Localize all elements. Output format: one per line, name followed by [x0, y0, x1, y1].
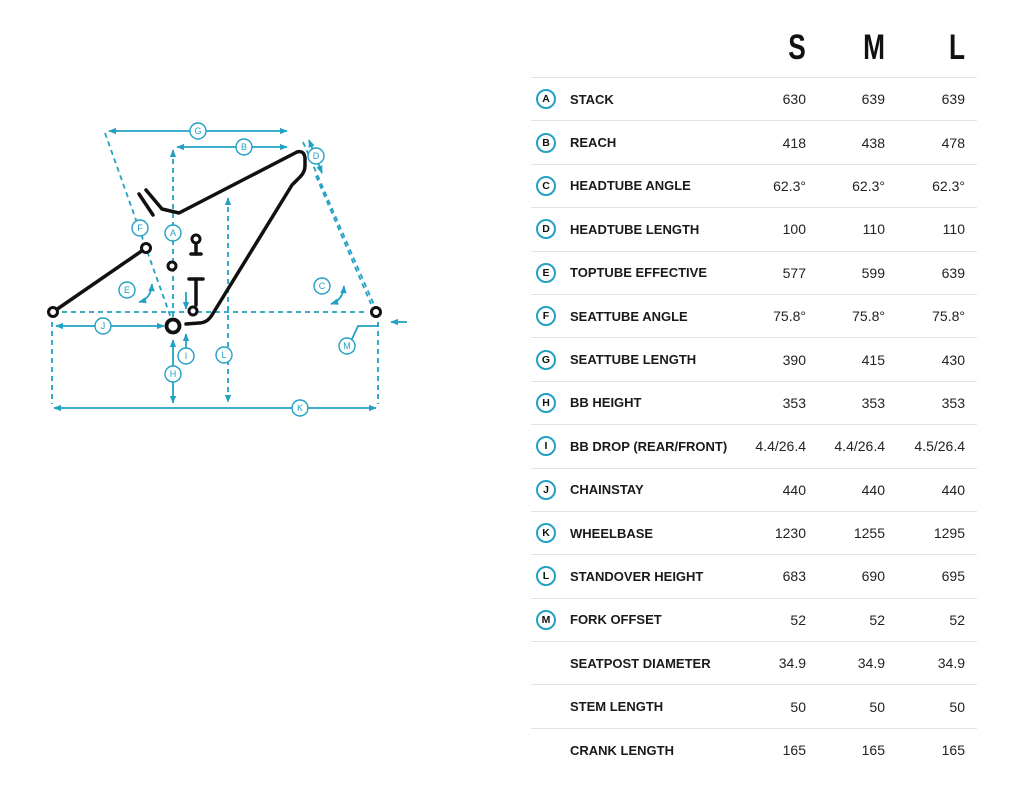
- lower-link-pivot: [189, 307, 197, 315]
- value-size-l: 639: [941, 91, 965, 108]
- value-size-l: 52: [949, 611, 965, 628]
- label-d: [308, 148, 324, 164]
- table-row: [531, 468, 977, 511]
- bottom-bracket: [167, 320, 180, 333]
- row-key-badge: M: [536, 610, 556, 630]
- label-m-text: M: [343, 341, 351, 352]
- value-size-m: 599: [861, 264, 885, 281]
- row-label: BB DROP (REAR/FRONT): [570, 438, 728, 454]
- label-e-text: E: [123, 285, 131, 296]
- label-b: [236, 139, 252, 155]
- value-size-m: 4.4/26.4: [834, 438, 885, 455]
- label-j: [95, 318, 111, 334]
- row-key-badge: K: [536, 523, 556, 543]
- row-label: SEATPOST DIAMETER: [570, 655, 711, 671]
- table-row: [531, 728, 977, 771]
- table-row: [531, 424, 977, 467]
- value-size-s: 62.3°: [773, 177, 806, 194]
- table-row: [531, 381, 977, 424]
- dim-m-line: [352, 326, 379, 339]
- row-label: CHAINSTAY: [570, 482, 644, 498]
- row-key-badge: L: [536, 566, 556, 586]
- value-size-l: 34.9: [937, 655, 965, 672]
- value-size-s: 4.4/26.4: [755, 438, 806, 455]
- value-size-l: 75.8°: [932, 308, 965, 325]
- seatstay: [53, 248, 146, 312]
- value-size-s: 100: [782, 221, 806, 238]
- value-size-l: 165: [941, 742, 965, 759]
- value-size-m: 438: [861, 134, 885, 151]
- label-l: [216, 347, 232, 363]
- label-c: [314, 278, 330, 294]
- top-tube: [146, 152, 297, 213]
- value-size-s: 34.9: [778, 655, 806, 672]
- table-row: [531, 294, 977, 337]
- value-size-m: 110: [862, 221, 885, 238]
- row-key-badge: J: [536, 480, 556, 500]
- label-i-text: I: [184, 351, 188, 362]
- seatstay-pivot: [142, 244, 151, 253]
- value-size-l: 695: [941, 568, 965, 585]
- row-label: BB HEIGHT: [570, 395, 642, 411]
- value-size-m: 34.9: [857, 655, 885, 672]
- row-key-badge: E: [536, 263, 556, 283]
- label-m: [339, 338, 355, 354]
- size-header: [531, 0, 977, 77]
- row-label: HEADTUBE LENGTH: [570, 221, 700, 237]
- row-label: FORK OFFSET: [570, 612, 662, 628]
- dim-c-arc: [331, 286, 344, 304]
- value-size-m: 639: [861, 91, 885, 108]
- value-size-m: 690: [861, 568, 885, 585]
- table-row: [531, 207, 977, 250]
- row-label: REACH: [570, 135, 617, 151]
- rocker-pivot: [168, 262, 176, 270]
- row-label: STEM LENGTH: [570, 699, 664, 715]
- value-size-l: 1295: [933, 525, 965, 542]
- value-size-s: 390: [782, 351, 806, 368]
- value-size-s: 75.8°: [773, 308, 806, 325]
- value-size-l: 430: [941, 351, 965, 368]
- value-size-s: 577: [782, 264, 806, 281]
- row-key-badge: B: [536, 133, 556, 153]
- table-row: [531, 511, 977, 554]
- row-label: SEATTUBE LENGTH: [570, 352, 697, 368]
- row-key-badge: A: [536, 89, 556, 109]
- size-l-heading: L: [948, 28, 966, 67]
- row-key-badge: C: [536, 176, 556, 196]
- value-size-l: 50: [949, 698, 965, 715]
- row-key-badge: F: [536, 306, 556, 326]
- table-row: [531, 554, 977, 597]
- label-f-text: F: [137, 223, 143, 234]
- label-f: [132, 220, 148, 236]
- table-row: [531, 337, 977, 380]
- label-h-text: H: [169, 369, 177, 380]
- dimension-labels: [95, 123, 355, 416]
- table-row: [531, 120, 977, 163]
- geometry-table: [531, 0, 977, 791]
- value-size-m: 165: [861, 742, 885, 759]
- label-k-text: K: [296, 403, 304, 414]
- label-a-text: A: [169, 228, 177, 239]
- value-size-l: 62.3°: [932, 177, 965, 194]
- table-row: [531, 684, 977, 727]
- dimension-lines: [52, 131, 407, 408]
- value-size-l: 4.5/26.4: [914, 438, 965, 455]
- front-axle: [372, 308, 381, 317]
- value-size-s: 165: [782, 742, 806, 759]
- value-size-m: 50: [869, 698, 885, 715]
- value-size-m: 1255: [853, 525, 885, 542]
- value-size-l: 639: [941, 264, 965, 281]
- table-row: [531, 641, 977, 684]
- label-d-text: D: [312, 151, 320, 162]
- table-row: [531, 598, 977, 641]
- value-size-l: 353: [941, 394, 965, 411]
- table-row: [531, 251, 977, 294]
- label-l-text: L: [221, 350, 227, 361]
- label-g-text: G: [194, 126, 202, 137]
- value-size-l: 110: [942, 221, 965, 238]
- geometry-diagram: [0, 0, 520, 440]
- label-k: [292, 400, 308, 416]
- value-size-s: 50: [790, 698, 806, 715]
- row-label: STANDOVER HEIGHT: [570, 568, 704, 584]
- label-e: [119, 282, 135, 298]
- value-size-m: 75.8°: [852, 308, 885, 325]
- row-key-badge: D: [536, 219, 556, 239]
- row-label: STACK: [570, 91, 614, 107]
- size-m-heading: M: [863, 28, 885, 67]
- table-row: [531, 164, 977, 207]
- value-size-l: 478: [941, 134, 965, 151]
- value-size-m: 353: [861, 394, 885, 411]
- shock-mount-eye: [192, 235, 200, 243]
- value-size-l: 440: [941, 481, 965, 498]
- row-key-badge: I: [536, 436, 556, 456]
- row-label: HEADTUBE ANGLE: [570, 178, 691, 194]
- label-a: [165, 225, 181, 241]
- value-size-m: 415: [861, 351, 885, 368]
- value-size-s: 353: [782, 394, 806, 411]
- value-size-s: 630: [782, 91, 806, 108]
- row-key-badge: G: [536, 350, 556, 370]
- value-size-s: 52: [790, 611, 806, 628]
- label-g: [190, 123, 206, 139]
- value-size-m: 52: [869, 611, 885, 628]
- value-size-s: 1230: [774, 525, 806, 542]
- label-b-text: B: [240, 142, 248, 153]
- label-i: [178, 348, 194, 364]
- row-label: SEATTUBE ANGLE: [570, 308, 688, 324]
- label-j-text: J: [100, 321, 106, 332]
- value-size-s: 683: [782, 568, 806, 585]
- spec-table-body: [531, 77, 977, 771]
- label-h: [165, 366, 181, 382]
- rear-axle: [49, 308, 58, 317]
- value-size-m: 440: [861, 481, 885, 498]
- row-label: TOPTUBE EFFECTIVE: [570, 265, 707, 281]
- label-c-text: C: [318, 281, 326, 292]
- size-s-heading: S: [788, 28, 806, 67]
- row-label: WHEELBASE: [570, 525, 654, 541]
- row-label: CRANK LENGTH: [570, 742, 674, 758]
- dim-e-arc: [139, 284, 152, 302]
- value-size-s: 418: [782, 134, 806, 151]
- table-row: [531, 77, 977, 120]
- value-size-m: 62.3°: [852, 177, 885, 194]
- value-size-s: 440: [782, 481, 806, 498]
- bike-frame: [49, 152, 381, 333]
- row-key-badge: H: [536, 393, 556, 413]
